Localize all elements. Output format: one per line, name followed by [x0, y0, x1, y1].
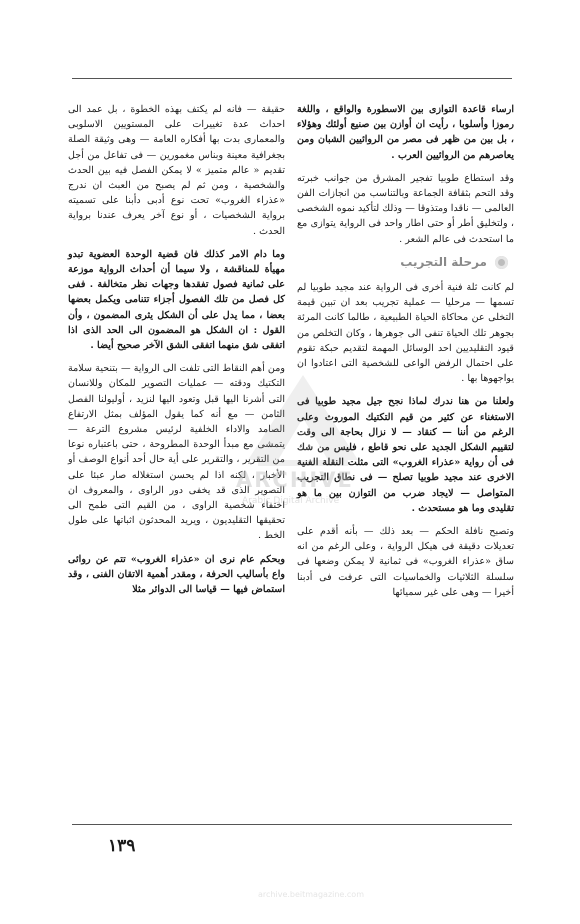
watermark-url: archive.beitmagazine.com — [258, 890, 364, 899]
ornament-icon — [495, 256, 508, 269]
left-column — [68, 102, 285, 605]
paragraph: وبحكم عام نرى ان «عذراء الغروب» تتم عن روائى واع بأساليب الحرفة ، ومقدر أهمية الاتقان الفنى ، وقد استماض فيها — قياسا الى الدوائر مثلا — [68, 553, 285, 596]
paragraph: ارساء قاعدة التوازى بين الاسطورة والواقع ، واللغة رموزا وأسلوبا ، رأيت ان أوازن بين صنيع أولئك وهؤلاء ، بل بين من ظهر فى مصر من الروائيين الشبان ومن يعاصرهم من الروائيين العرب . — [297, 104, 514, 161]
page-number: ١٣٩ — [108, 836, 136, 856]
top-rule — [72, 78, 512, 79]
section-heading — [297, 255, 508, 270]
paragraph: وما دام الامر كذلك فان قضية الوحدة العضوية تبدو مهيأة للمناقشة ، ولا سيما أن أحداث الرواية موزعة على ثمانية فصول تفقدها وجهات نظر متخالفة . ففى كل فصل من تلك الفصول أجزاء تتنامى ويكمل بعضها بعضا ، مما يدل على أن الشكل يثرى المضمون ، وأن القول : ان الشكل هو المضمون الى الحد الذى اذا اتفقى شق منهما اتفقى الشق الآخر صحيح أيضا . — [68, 248, 285, 352]
bottom-rule — [72, 824, 512, 825]
watermark-text: ARCHIVE — [236, 468, 354, 492]
paragraph: حقيقة — فانه لم يكتف بهذه الخطوة ، بل عمد الى احداث عدة تغييرات على المستويين الاسلوبى والمعمارى بدت بها أفكاره العامة — وهى وثيقة الصلة بجغرافية معينة وبناس مغمورين — فى تفاعل من أجل تقديم « عالم متميز » لا يمكن الفصل فيه بين الحدث والشخصية ، ومن ثم لم يصبح من العبث ان ندرج «عذراء الغروب» تحت نوع أدبى دأبنا على تسميته برواية الشخصيات ، أو نوع آخر يعرف عندنا برواية الحدث . — [68, 104, 285, 237]
right-column — [297, 102, 514, 608]
section-heading-text: مرحلة التجريب — [400, 254, 487, 269]
paragraph: لم كانت ثلة فنية أخرى فى الرواية عند مجيد طوبيا لم تسمها — مرحليا — عملية تجريب بعد ان تبين قيمة التخلى عن محاكاة الحياة الطبيعية ، طالما كانت المرئة بجوهر تلك الحياة تنفى الى جوهرها ، وكان التخلص من قيود التقليديين احد الوسائل المهمة لتقديم حبكة تقوم على احتمال الرفض الواعى للشخصية التى اعتادوا ان يواجهوها بها . — [297, 282, 514, 385]
paragraph: وقد استطاع طوبيا تفجير المشرق من جوانب خبرته وقد التحم بثقافة الجماعة وبالتناسب من انجازات الفن العالمى — ناقدا ومتذوقا — وذلك لتأكيد نموه الشخصى ، ولتخليق أطر أو حتى اطار واحد فى الرواية يتوازى مع ما استحدث فى عالم الشعر . — [297, 172, 514, 245]
watermark-subtext: Arabic Digital Archive — [242, 496, 340, 506]
paragraph: وتصبح نافلة الحكم — بعد ذلك — بأنه أقدم على تعديلات دقيقة فى هيكل الرواية ، وعلى الرغم من انه ساق «عذراء الغروب» فى ثمانية لا يمكن وضعها فى سلسلة الثلاثيات والخماسيات التى عرفت فى أدبنا أخيرا — وهى على غير سميائها — [297, 526, 514, 598]
paragraph: ومن أهم النقاط التى تلفت الى الرواية — بتنحية سلامة التكتيك ودقته — عمليات التصوير للمكان وللانسان التى أشرنا اليها قبل وتعود اليها لنزيد ، أوليولنا الفصل الثامن — مع أنه كما يقول المؤلف بمثل الارتفاع الصامد والاداء الخلفية لرئيس مشروع الترعة — يتمشى مع مبدأ الوحدة المطروحة ، حتى باعتباره نوعا من التقرير ، والتقرير على أية حال أحد أنواع الوصف أو الأخبار ، لكنه اذا لم يحسن استغلاله صار عبئا على التصوير الذى قد يخفى دور الراوى ، والمعروف ان اختفاء شخصية الراوى ، من القيم التى طمح الى تحقيقها التقليديون ، ويريد المحدثون اثباتها على طول الخط . — [68, 363, 285, 542]
paragraph: ولعلنا من هنا ندرك لماذا نجح جيل مجيد طوبيا فى الاستغناء عن كثير من قيم التكتيك الموروث وعلى الرغم من أننا — كنقاد — لا نزال بحاجة الى وقت لتقييم الشكل الجديد على نحو قاطع ، فليس من شك فى أن رواية «عذراء الغروب» التى مثلت النقلة الفنية الاخرى عند مجيد طوبيا تصلح — فى نطاق التجريب المتواصل — لايجاد ضرب من التوازن بين ما هو تقليدى وما هو مستحدث . — [297, 396, 514, 514]
